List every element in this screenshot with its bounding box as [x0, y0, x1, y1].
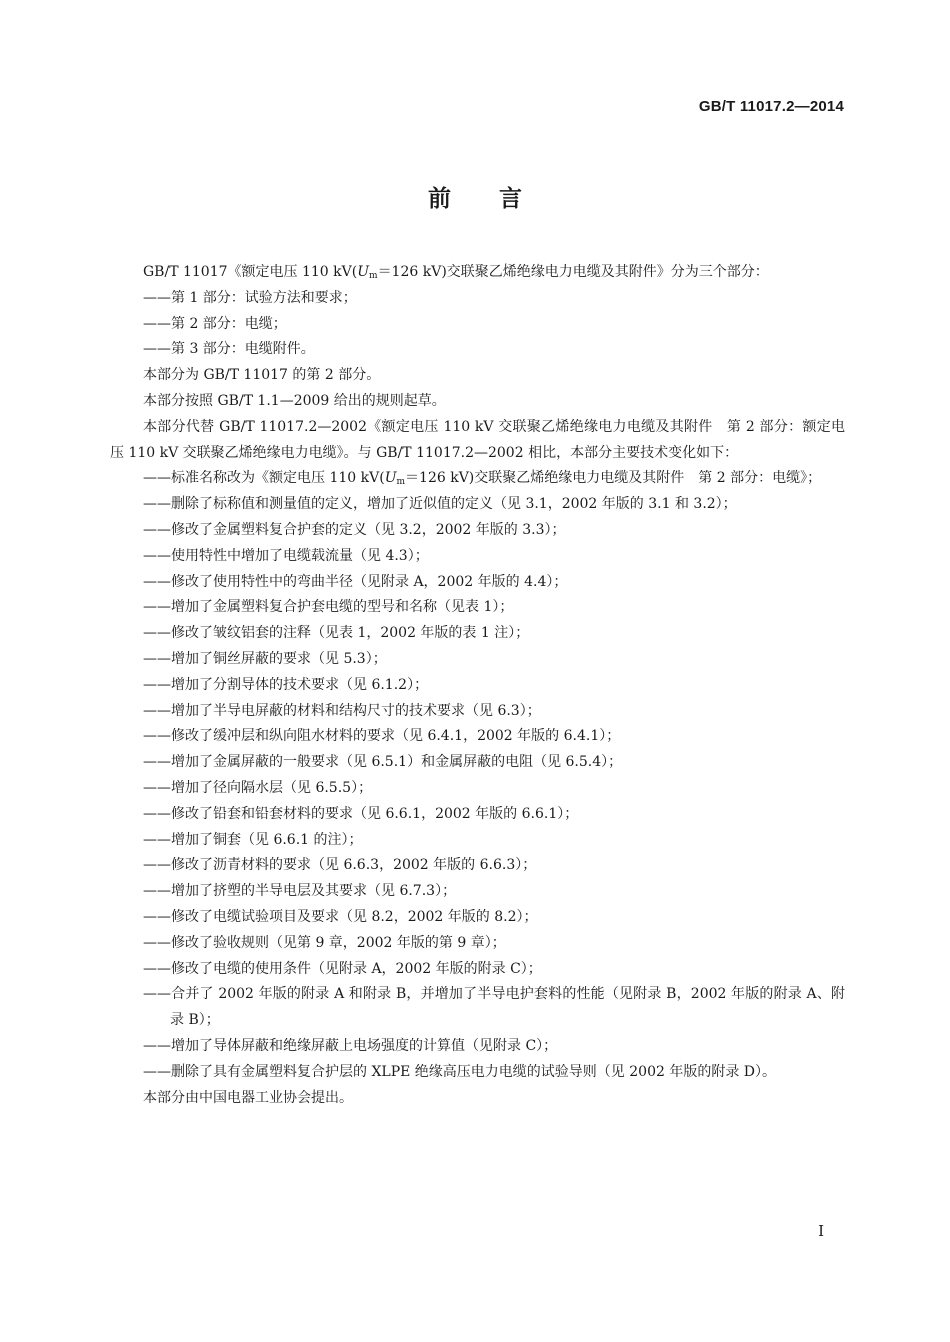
this-part-paragraph: 本部分为 GB/T 11017 的第 2 部分。 [143, 367, 381, 384]
change-item: ——增加了铜丝屏蔽的要求（见 5.3）； [143, 650, 387, 667]
replaces-paragraph: 本部分代替 GB/T 11017.2—2002《额定电压 110 kV 交联聚乙烯绝缘电力电缆及其附件 第 2 部分：额定电压 110 kV 交联聚乙烯绝缘电力电缆》。与 GB/T 11017.2—2002 相比，本部分主要技术变化如下： [110, 418, 845, 461]
voltage-symbol: U [384, 470, 397, 487]
change-item: ——增加了金属屏蔽的一般要求（见 6.5.1）和金属屏蔽的电阻（见 6.5.4）； [143, 754, 623, 771]
voltage-symbol: U [357, 264, 370, 280]
body-text [110, 260, 845, 1111]
change-item: ——删除了具有金属塑料复合护层的 XLPE 绝缘高压电力电缆的试验导则（见 2002 年版的附录 D）。 [143, 1063, 777, 1080]
change-item: ——修改了金属塑料复合护套的定义（见 3.2，2002 年版的 3.3）； [143, 521, 566, 538]
change-item: ——删除了标称值和测量值的定义，增加了近似值的定义（见 3.1，2002 年版的 3.1 和 3.2）； [143, 496, 737, 513]
change-item: ——使用特性中增加了电缆载流量（见 4.3）； [143, 547, 429, 564]
change-item: ——修改了铅套和铅套材料的要求（见 6.6.1，2002 年版的 6.6.1）； [143, 805, 579, 822]
intro-paragraph: GB/T 11017《额定电压 110 $kV(U_m=126$ kV)交联聚乙烯绝缘电力电缆及其附件》分为三个部分： [143, 264, 769, 281]
standard-code: GB/T 11017.2—2014 [698, 98, 844, 115]
voltage-subscript: m [396, 477, 406, 488]
change-item: ——增加了挤塑的半导电层及其要求（见 6.7.3）； [143, 883, 457, 900]
change-item: ——修改了缓冲层和纵向阻水材料的要求（见 6.4.1，2002 年版的 6.4.1）； [143, 728, 621, 745]
proposed-by-paragraph: 本部分由中国电器工业协会提出。 [143, 1089, 353, 1106]
change-item: ——合并了 2002 年版的附录 A 和附录 B，并增加了半导电护套料的性能（见附录 B，2002 年版的附录 A、附录 B）； [143, 986, 845, 1029]
page-title: 前言 [428, 186, 570, 212]
change-item: ——修改了电缆试验项目及要求（见 8.2，2002 年版的 8.2）； [143, 908, 538, 925]
part-item: ——第 1 部分：试验方法和要求； [143, 289, 357, 306]
drafting-rules-paragraph: 本部分按照 GB/T 1.1—2009 给出的规则起草。 [143, 392, 446, 409]
change-item: ——标准名称改为《额定电压 110 $kV(U_m=126$ kV)交联聚乙烯绝缘电力电缆及其附件 第 2 部分：电缆》； [143, 470, 822, 488]
change-item: ——增加了导体屏蔽和绝缘屏蔽上电场强度的计算值（见附录 C）； [143, 1037, 558, 1054]
change-item: ——修改了验收规则（见第 9 章，2002 年版的第 9 章）； [143, 934, 506, 951]
change-item: ——增加了铜套（见 6.6.1 的注）； [143, 831, 363, 848]
change-item: ——增加了金属塑料复合护套电缆的型号和名称（见表 1）； [143, 599, 514, 616]
change-item: ——增加了径向隔水层（见 6.5.5）； [143, 779, 373, 796]
part-item: ——第 2 部分：电缆； [143, 315, 287, 332]
page-number: I [818, 1222, 824, 1240]
part-item: ——第 3 部分：电缆附件。 [143, 341, 315, 358]
change-item: ——增加了分割导体的技术要求（见 6.1.2）； [143, 676, 429, 693]
change-item: ——修改了沥青材料的要求（见 6.6.3，2002 年版的 6.6.3）； [143, 857, 537, 874]
change-item: ——增加了半导电屏蔽的材料和结构尺寸的技术要求（见 6.3）； [143, 702, 541, 719]
change-item: ——修改了皱纹铝套的注释（见表 1，2002 年版的表 1 注）； [143, 625, 530, 642]
change-item: ——修改了使用特性中的弯曲半径（见附录 A，2002 年版的 4.4）； [143, 573, 568, 590]
change-item: ——修改了电缆的使用条件（见附录 A，2002 年版的附录 C）； [143, 960, 542, 977]
voltage-subscript: m [369, 271, 378, 281]
